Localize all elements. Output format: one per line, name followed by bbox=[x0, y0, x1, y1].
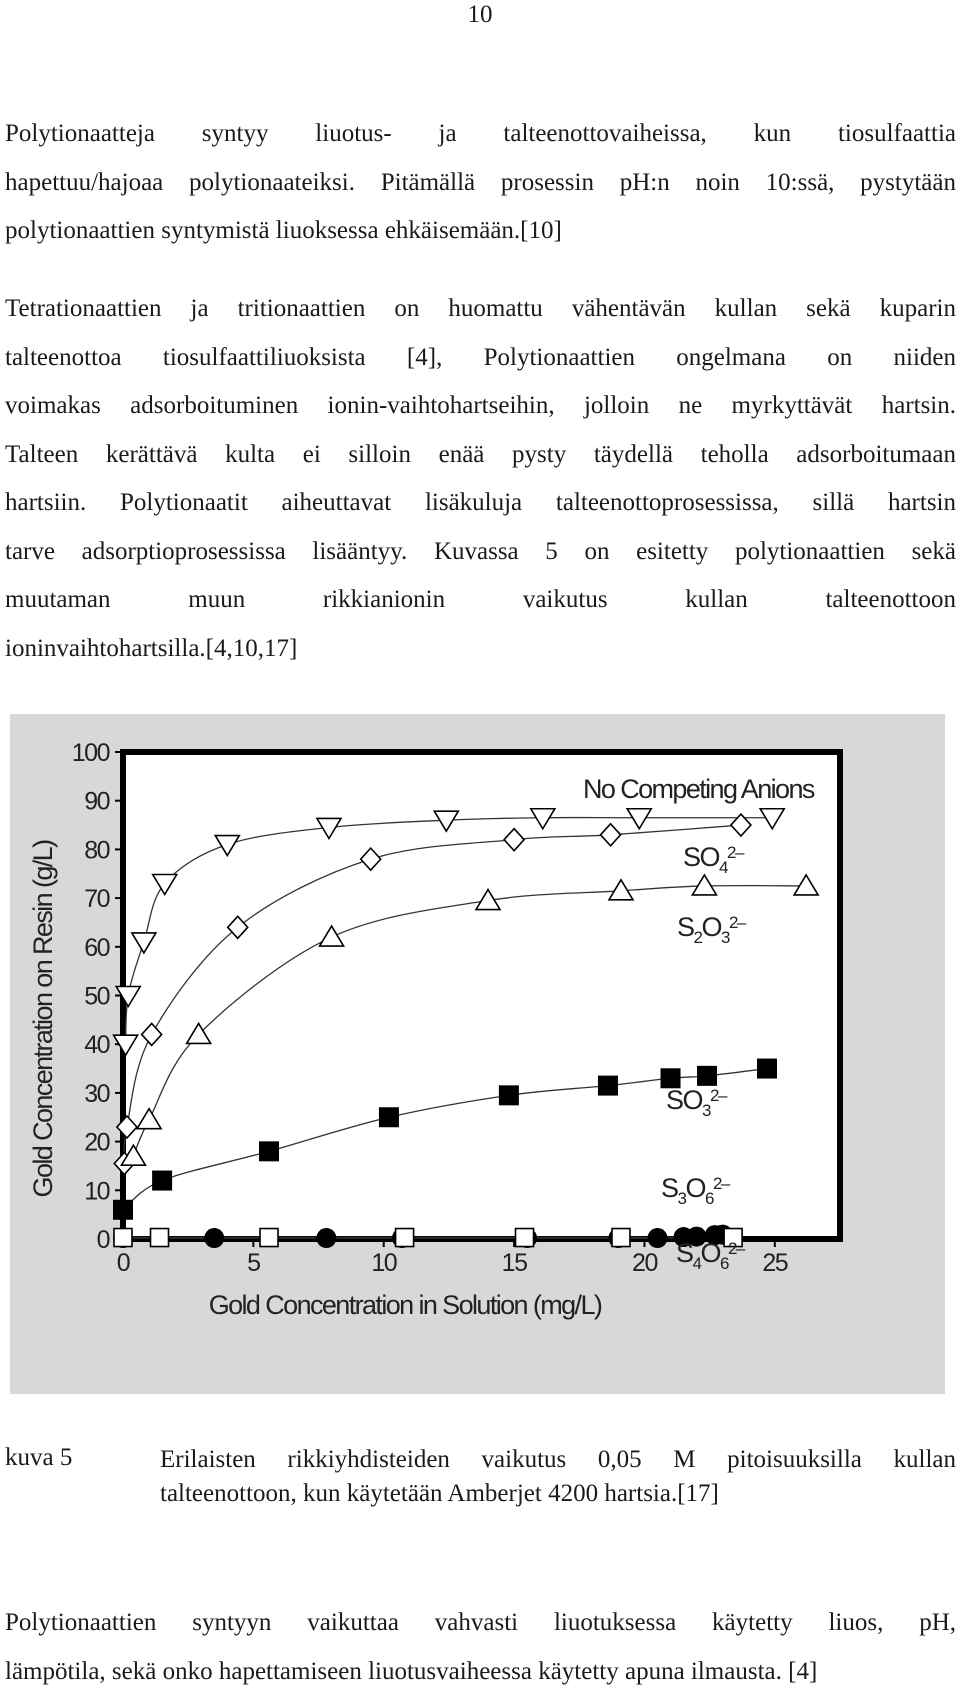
paragraph-2-line: Tetrationaattien ja tritionaattien on huomattu vähentävän kullan sekä kuparin bbox=[5, 295, 956, 322]
paragraph-1-line: polytionaattien syntymistä liuoksessa ehkäisemään.[10] bbox=[5, 217, 562, 244]
series-label-so3: $SO_3^{2-}$ bbox=[666, 1085, 726, 1120]
paragraph-3-line: Polytionaattien syntyyn vaikuttaa vahvasti liuotuksessa käytetty liuos, pH, bbox=[5, 1609, 956, 1636]
chart-svg bbox=[10, 714, 945, 1394]
y-tick-label: 90 bbox=[84, 787, 109, 816]
y-tick-label: 40 bbox=[84, 1031, 109, 1060]
caption-line: talteenottoon, kun käytetään Amberjet 4200 hartsia.[17] bbox=[160, 1480, 719, 1507]
y-tick-label: 60 bbox=[84, 933, 109, 962]
paragraph-1-line: Polytionaatteja syntyy liuotus- ja talteenottovaiheissa, kun tiosulfaattia bbox=[5, 120, 956, 147]
data-point-so3 bbox=[757, 1059, 777, 1079]
y-tick-label: 100 bbox=[71, 739, 109, 767]
x-tick-label: 25 bbox=[762, 1249, 788, 1277]
data-point-so3 bbox=[499, 1085, 519, 1105]
paragraph-2-line: ioninvaihtohartsilla.[4,10,17] bbox=[5, 634, 298, 662]
data-point-s3o6 bbox=[204, 1228, 224, 1248]
data-point-so3 bbox=[379, 1107, 399, 1127]
paragraph-1 bbox=[5, 110, 956, 256]
paragraph-3-line: lämpötila, sekä onko hapettamiseen liuotusvaiheessa käytetty apuna ilmausta. [4] bbox=[5, 1658, 818, 1685]
paragraph-2 bbox=[5, 285, 956, 673]
series-label-no-competing-anions: No Competing Anions bbox=[583, 774, 814, 804]
caption-line: Erilaisten rikkiyhdisteiden vaikutus 0,05 M pitoisuuksilla kullan bbox=[160, 1446, 956, 1473]
data-point-s4o6 bbox=[396, 1229, 414, 1247]
paragraph-2-line: Talteen kerättävä kulta ei silloin enää pysty täydellä teholla adsorboitumaan bbox=[5, 440, 956, 468]
caption-text bbox=[160, 1443, 956, 1511]
caption-label: kuva 5 bbox=[5, 1444, 73, 1471]
paragraph-2-line: muutaman muun rikkianionin vaikutus kullan talteenottoon bbox=[5, 586, 956, 613]
figure-chart bbox=[10, 714, 945, 1394]
data-point-so3 bbox=[152, 1171, 172, 1191]
data-point-so3 bbox=[259, 1141, 279, 1161]
data-point-so3 bbox=[697, 1066, 717, 1086]
y-tick-label: 70 bbox=[84, 885, 109, 914]
x-tick-label: 10 bbox=[371, 1249, 397, 1277]
data-point-s4o6 bbox=[612, 1229, 630, 1247]
y-tick-label: 50 bbox=[84, 982, 109, 1011]
x-tick-label: 5 bbox=[247, 1249, 260, 1277]
x-axis-label: Gold Concentration in Solution (mg/L) bbox=[208, 1290, 602, 1320]
paragraph-2-line: hartsiin. Polytionaatit aiheuttavat lisäkuluja talteenottoprosessissa, sillä hartsin bbox=[5, 489, 956, 516]
paragraph-3 bbox=[5, 1598, 956, 1696]
x-tick-label: 15 bbox=[501, 1249, 527, 1277]
y-tick-label: 80 bbox=[84, 836, 109, 865]
data-point-s4o6 bbox=[151, 1229, 169, 1247]
data-point-s4o6 bbox=[260, 1229, 278, 1247]
paragraph-2-line: voimakas adsorboituminen ionin-vaihtohartseihin, jolloin ne myrkyttävät hartsin. bbox=[5, 392, 956, 419]
series-label-s2o3: $S_2O_3^{2-}$ bbox=[677, 912, 745, 947]
series-label-so4: $SO_4^{2-}$ bbox=[683, 842, 743, 877]
x-tick-label: 0 bbox=[116, 1249, 130, 1277]
page-number: 10 bbox=[467, 1, 493, 28]
y-tick-label: 20 bbox=[84, 1128, 109, 1157]
paragraph-2-line: tarve adsorptioprosessissa lisääntyy. Kuvassa 5 on esitetty polytionaattien sekä bbox=[5, 537, 956, 565]
data-point-s3o6 bbox=[316, 1228, 336, 1248]
y-tick-label: 0 bbox=[96, 1226, 109, 1254]
data-point-s4o6 bbox=[114, 1229, 132, 1247]
series-label-s4o6: $S_4O_6^{2-}$ bbox=[676, 1238, 744, 1273]
series-label-s3o6: $S_3O_6^{2-}$ bbox=[661, 1173, 729, 1208]
y-axis-label: Gold Concentration on Resin (g/L) bbox=[28, 840, 58, 1198]
data-point-s4o6 bbox=[516, 1229, 534, 1247]
data-point-so3 bbox=[113, 1200, 133, 1220]
data-point-s3o6 bbox=[647, 1228, 667, 1248]
paragraph-1-line: hapettuu/hajoaa polytionaateiksi. Pitämällä prosessin pH:n noin 10:ssä, pystytään bbox=[5, 168, 956, 196]
y-tick-label: 10 bbox=[84, 1177, 109, 1206]
y-tick-label: 30 bbox=[84, 1079, 109, 1108]
data-point-so3 bbox=[598, 1076, 618, 1096]
x-tick-label: 20 bbox=[632, 1249, 657, 1277]
paragraph-2-line: talteenottoa tiosulfaattiliuoksista [4], Polytionaattien ongelmana on niiden bbox=[5, 343, 956, 371]
